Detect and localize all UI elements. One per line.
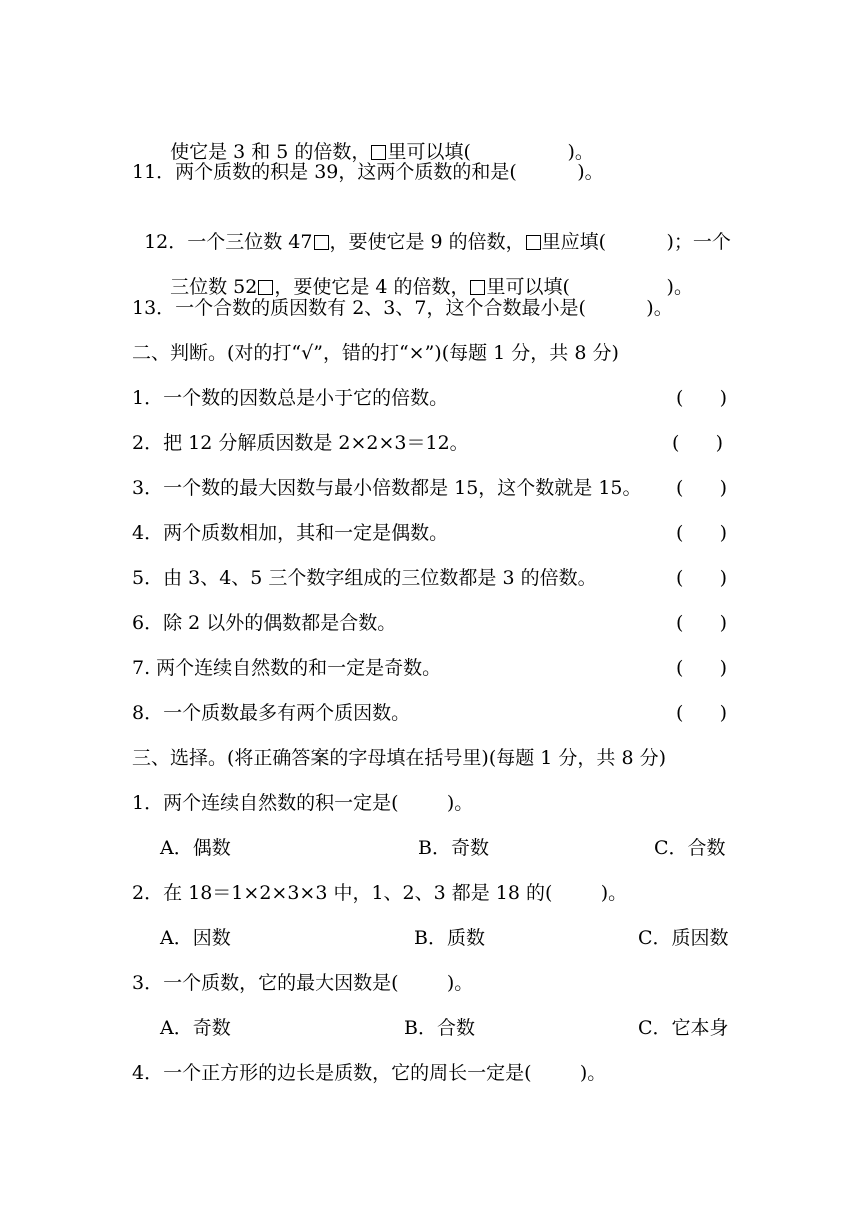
judge-item-4: 4．两个质数相加，其和一定是偶数。 xyxy=(132,522,449,544)
option-b: B．质数 xyxy=(414,927,485,949)
judge-item-7: 7. 两个连续自然数的和一定是奇数。 xyxy=(132,657,442,679)
judge-item-1: 1．一个数的因数总是小于它的倍数。 xyxy=(132,387,449,409)
option-c: C．质因数 xyxy=(638,927,729,949)
option-a: A．偶数 xyxy=(160,837,231,859)
answer-paren[interactable]: ( ) xyxy=(676,702,728,724)
question-12-line1 xyxy=(132,206,731,254)
section-heading-judge: 二、判断。(对的打“√”，错的打“×”)(每题 1 分，共 8 分) xyxy=(132,342,619,364)
q10-text-2: 里可以填( xyxy=(387,141,471,163)
answer-paren[interactable]: ( ) xyxy=(676,567,728,589)
q12-text-4: )；一个 xyxy=(666,231,731,253)
blank-box xyxy=(371,145,386,160)
q10-text: 使它是 3 和 5 的倍数， xyxy=(170,141,371,163)
q12-text: 12．一个三位数 47 xyxy=(144,231,313,253)
question-11: 11．两个质数的积是 39，这两个质数的和是( )。 xyxy=(132,161,604,183)
judge-item-3: 3．一个数的最大因数与最小倍数都是 15，这个数就是 15。 xyxy=(132,477,642,499)
option-a: A．奇数 xyxy=(160,1017,231,1039)
answer-paren[interactable]: ( ) xyxy=(672,432,724,454)
judge-item-6: 6．除 2 以外的偶数都是合数。 xyxy=(132,612,397,634)
answer-paren[interactable]: ( ) xyxy=(676,387,728,409)
blank-box xyxy=(526,235,541,250)
q12b-text: 三位数 52 xyxy=(170,276,258,298)
option-a: A．因数 xyxy=(160,927,231,949)
q12b-text-2: ，要使它是 4 的倍数， xyxy=(274,276,470,298)
choice-question-3: 3．一个质数，它的最大因数是( )。 xyxy=(132,972,474,994)
blank-box xyxy=(314,235,329,250)
option-c: C．合数 xyxy=(654,837,726,859)
option-b: B．奇数 xyxy=(418,837,489,859)
q12-text-2: ，要使它是 9 的倍数， xyxy=(329,231,525,253)
answer-blank[interactable] xyxy=(606,231,666,253)
judge-item-2: 2．把 12 分解质因数是 2×2×3＝12。 xyxy=(132,432,469,454)
blank-box xyxy=(470,280,485,295)
choice-question-4: 4．一个正方形的边长是质数，它的周长一定是( )。 xyxy=(132,1062,607,1084)
blank-box xyxy=(258,280,273,295)
q12b-text-3: 里可以填( xyxy=(486,276,570,298)
q12-text-3: 里应填( xyxy=(541,231,607,253)
judge-item-8: 8．一个质数最多有两个质因数。 xyxy=(132,702,411,724)
q10-continuation xyxy=(158,116,594,164)
option-c: C．它本身 xyxy=(638,1017,729,1039)
q12b-text-4: )。 xyxy=(666,276,693,298)
choice-question-1: 1．两个连续自然数的积一定是( )。 xyxy=(132,792,474,814)
section-heading-choice: 三、选择。(将正确答案的字母填在括号里)(每题 1 分，共 8 分) xyxy=(132,747,666,769)
answer-blank[interactable] xyxy=(570,276,667,298)
answer-paren[interactable]: ( ) xyxy=(676,657,728,679)
question-12-line2 xyxy=(158,251,693,299)
answer-paren[interactable]: ( ) xyxy=(676,612,728,634)
choice-question-2: 2．在 18＝1×2×3×3 中，1、2、3 都是 18 的( )。 xyxy=(132,882,628,904)
question-13: 13．一个合数的质因数有 2、3、7，这个合数最小是( )。 xyxy=(132,297,673,319)
q10-text-3: )。 xyxy=(567,141,594,163)
answer-paren[interactable]: ( ) xyxy=(676,477,728,499)
answer-paren[interactable]: ( ) xyxy=(676,522,728,544)
option-b: B．合数 xyxy=(404,1017,475,1039)
judge-item-5: 5．由 3、4、5 三个数字组成的三位数都是 3 的倍数。 xyxy=(132,567,597,589)
